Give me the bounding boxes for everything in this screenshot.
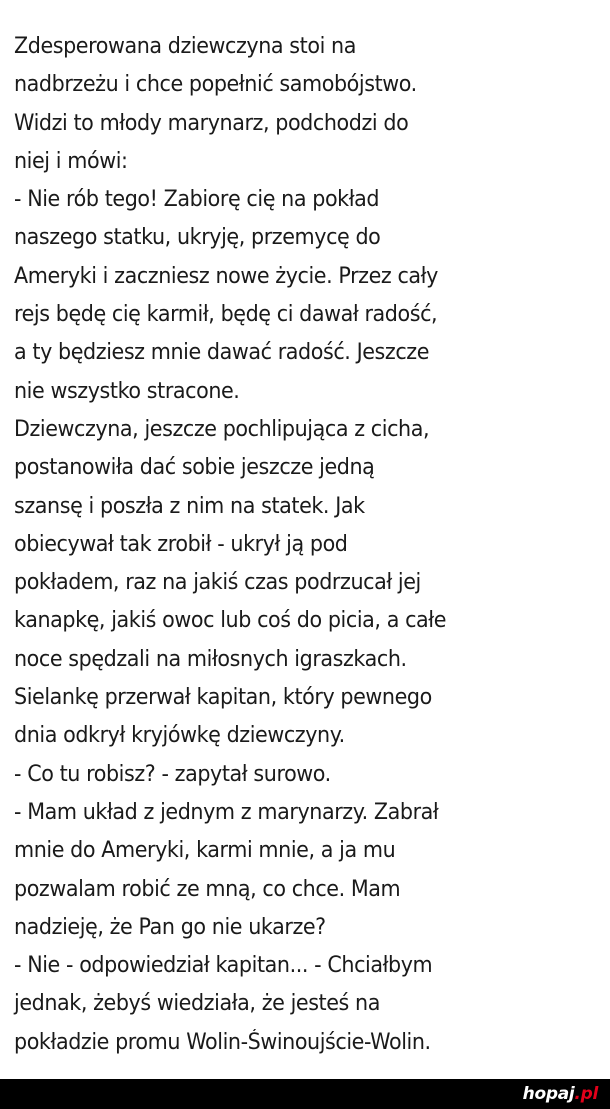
hopaj-logo[interactable] <box>523 1082 598 1106</box>
joke-line: nie wszystko stracone. <box>14 378 240 404</box>
joke-line: pozwalam robić ze mną, co chce. Mam <box>14 876 401 902</box>
joke-line: pokładem, raz na jakiś czas podrzucał jej <box>14 570 421 596</box>
joke-line: Dziewczyna, jeszcze pochlipująca z cicha, <box>14 416 430 442</box>
joke-line: noce spędzali na miłosnych igraszkach. <box>14 646 407 672</box>
joke-line: Sielankę przerwał kapitan, który pewnego <box>14 685 432 711</box>
joke-line: obiecywał tak zrobił - ukrył ją pod <box>14 531 348 557</box>
joke-line: postanowiła dać sobie jeszcze jedną <box>14 455 375 481</box>
joke-line: - Nie rób tego! Zabiorę cię na pokład <box>14 187 380 213</box>
joke-line: pokładzie promu Wolin-Świnoujście-Wolin. <box>14 1029 431 1055</box>
joke-line: Ameryki i zaczniesz nowe życie. Przez cały <box>14 263 438 289</box>
joke-line: Zdesperowana dziewczyna stoi na <box>14 34 356 59</box>
joke-line: nadbrzeżu i chce popełnić samobójstwo. <box>14 72 417 98</box>
joke-line: szansę i poszła z nim na statek. Jak <box>14 493 365 519</box>
joke-line: a ty będziesz mnie dawać radość. Jeszcze <box>14 340 430 366</box>
joke-line: naszego statku, ukryję, przemycę do <box>14 225 381 251</box>
joke-line: mnie do Ameryki, karmi mnie, a ja mu <box>14 838 396 864</box>
joke-line: - Co tu robisz? - zapytał surowo. <box>14 761 331 787</box>
joke-line: Widzi to młody marynarz, podchodzi do <box>14 110 409 136</box>
joke-line: niej i mówi: <box>14 148 128 174</box>
joke-line: rejs będę cię karmił, będę ci dawał radość, <box>14 302 438 328</box>
joke-line: jednak, żebyś wiedziała, że jesteś na <box>14 991 380 1017</box>
joke-line: - Mam układ z jednym z marynarzy. Zabrał <box>14 799 439 825</box>
joke-line: - Nie - odpowiedział kapitan... - Chciałbym <box>14 953 433 979</box>
logo-name: hopaj <box>522 1084 575 1104</box>
logo-dot: . <box>574 1084 581 1104</box>
footer-bar <box>0 1079 610 1109</box>
joke-line: nadzieję, że Pan go nie ukarze? <box>14 914 326 940</box>
joke-line: kanapkę, jakiś owoc lub coś do picia, a całe <box>14 608 447 634</box>
logo-tld: pl <box>580 1084 598 1104</box>
joke-text <box>14 28 602 1062</box>
joke-line: dnia odkrył kryjówkę dziewczyny. <box>14 723 345 749</box>
